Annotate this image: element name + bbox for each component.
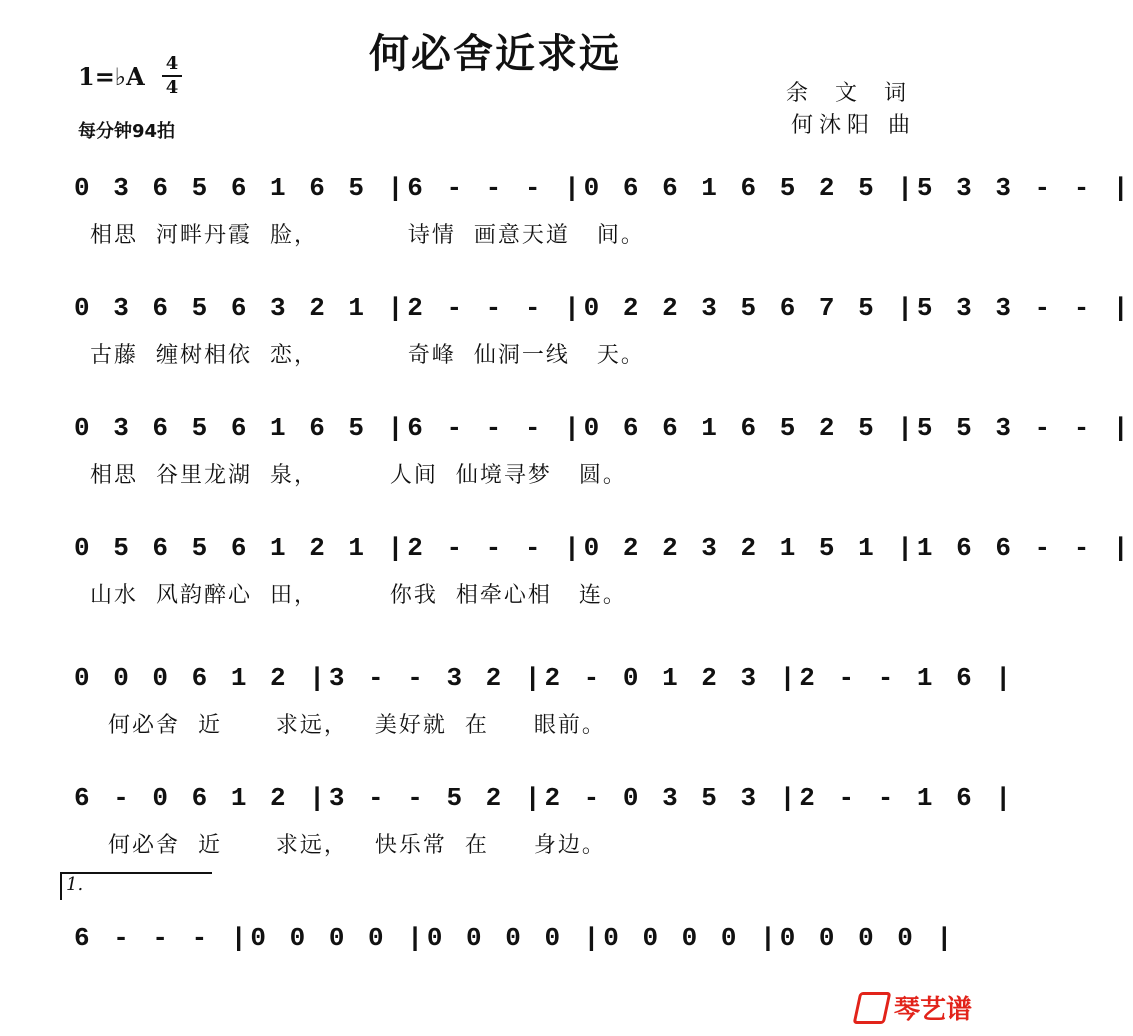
time-signature-bottom: 4	[165, 77, 179, 98]
site-watermark	[856, 989, 972, 1026]
first-ending-bracket	[60, 872, 212, 900]
lyric-line: 何必舍 近 求远， 快乐常 在 身边。	[90, 833, 606, 858]
lyric-line: 古藤 缠树相依 恋， 奇峰 仙洞一线 天。	[90, 343, 645, 368]
notation-line: 6 - 0 6 1 2 |3 - - 5 2 |2 - 0 3 5 3 |2 - - 1 6 |	[74, 783, 1015, 813]
lyric-line: 相思 谷里龙湖 泉， 人间 仙境寻梦 圆。	[90, 463, 627, 488]
key-signature: 1=♭A	[78, 62, 145, 91]
notation-line: 0 3 6 5 6 1 6 5 |6 - - - |0 6 6 1 6 5 2 5 |5 3 3 - - |	[74, 173, 1133, 203]
song-title: 何必舍近求远	[369, 31, 621, 77]
notation-line: 0 3 6 5 6 1 6 5 |6 - - - |0 6 6 1 6 5 2 5 |5 5 3 - - |	[74, 413, 1133, 443]
time-signature	[162, 54, 182, 98]
lyricist-credit: 余 文 词	[786, 81, 916, 106]
volta-label: 1.	[66, 874, 84, 895]
notation-line: 0 5 6 5 6 1 2 1 |2 - - - |0 2 2 3 2 1 5 1 |1 6 6 - - |	[74, 533, 1133, 563]
notation-line: 6 - - - |0 0 0 0 |0 0 0 0 |0 0 0 0 |0 0 0 0 |	[74, 923, 957, 953]
watermark-logo-icon	[853, 992, 892, 1024]
tempo-marking: 每分钟94拍	[78, 121, 176, 142]
composer-credit: 何沐阳 曲	[791, 113, 916, 138]
time-signature-top: 4	[165, 53, 179, 74]
lyric-line: 山水 风韵醉心 田， 你我 相牵心相 连。	[90, 583, 627, 608]
lyric-line: 相思 河畔丹霞 脸， 诗情 画意天道 间。	[90, 223, 645, 248]
lyric-line: 何必舍 近 求远， 美好就 在 眼前。	[90, 713, 606, 738]
notation-line: 0 3 6 5 6 3 2 1 |2 - - - |0 2 2 3 5 6 7 5 |5 3 3 - - |	[74, 293, 1133, 323]
notation-line: 0 0 0 6 1 2 |3 - - 3 2 |2 - 0 1 2 3 |2 - - 1 6 |	[74, 663, 1015, 693]
watermark-text: 琴艺谱	[893, 995, 972, 1025]
